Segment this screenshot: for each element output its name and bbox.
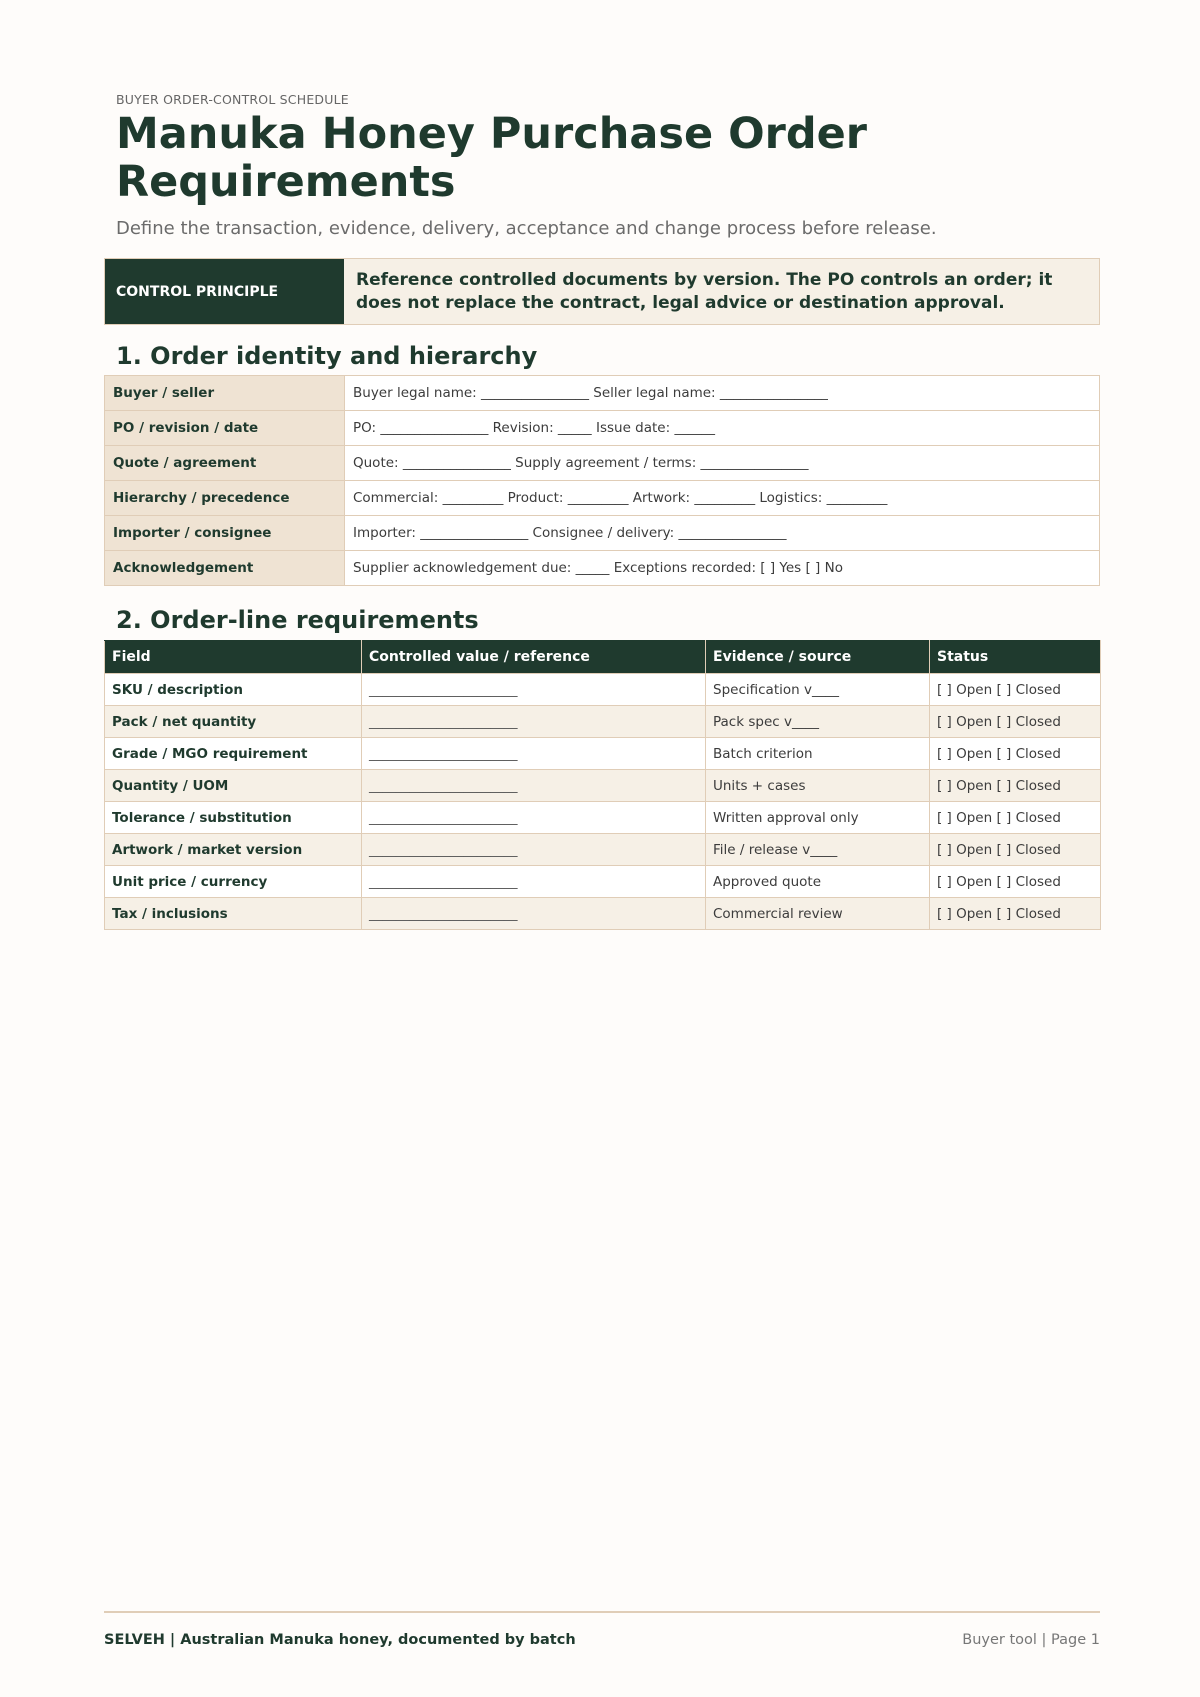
line-evidence: Units + cases <box>706 770 930 802</box>
section-heading-order-lines: 2. Order-line requirements <box>116 606 479 634</box>
line-status-checkboxes[interactable]: [ ] Open [ ] Closed <box>930 738 1101 770</box>
line-evidence: File / release v____ <box>706 834 930 866</box>
line-evidence: Approved quote <box>706 866 930 898</box>
row-label: Buyer / seller <box>105 376 345 411</box>
line-evidence: Batch criterion <box>706 738 930 770</box>
footer-brand: SELVEH | Australian Manuka honey, documented by batch <box>104 1632 576 1648</box>
line-status-checkboxes[interactable]: [ ] Open [ ] Closed <box>930 802 1101 834</box>
table-row <box>105 898 1101 930</box>
table-row <box>105 706 1101 738</box>
line-evidence: Specification v____ <box>706 674 930 706</box>
line-value-field[interactable]: ______________________ <box>362 802 706 834</box>
line-evidence: Written approval only <box>706 802 930 834</box>
row-label: PO / revision / date <box>105 411 345 446</box>
order-line-table <box>104 640 1101 930</box>
table-row <box>105 481 1100 516</box>
line-field-label: Quantity / UOM <box>105 770 362 802</box>
table-row <box>105 551 1100 586</box>
document-eyebrow: BUYER ORDER-CONTROL SCHEDULE <box>116 92 349 107</box>
table-row <box>105 866 1101 898</box>
row-label: Quote / agreement <box>105 446 345 481</box>
control-principle-label: CONTROL PRINCIPLE <box>105 259 344 324</box>
table-row <box>105 738 1101 770</box>
section-heading-order-identity: 1. Order identity and hierarchy <box>116 342 538 370</box>
row-label: Hierarchy / precedence <box>105 481 345 516</box>
table-row <box>105 446 1100 481</box>
line-value-field[interactable]: ______________________ <box>362 866 706 898</box>
line-field-label: Grade / MGO requirement <box>105 738 362 770</box>
row-value-field[interactable]: Commercial: _________ Product: _________ Artwork: _________ Logistics: _________ <box>345 481 1100 516</box>
line-status-checkboxes[interactable]: [ ] Open [ ] Closed <box>930 706 1101 738</box>
line-field-label: SKU / description <box>105 674 362 706</box>
control-principle-text: Reference controlled documents by version. The PO controls an order; it does not replace the contract, legal advice or destination approval. <box>344 259 1099 324</box>
column-header-field: Field <box>105 641 362 674</box>
column-header-status: Status <box>930 641 1101 674</box>
line-field-label: Artwork / market version <box>105 834 362 866</box>
line-value-field[interactable]: ______________________ <box>362 674 706 706</box>
line-field-label: Tax / inclusions <box>105 898 362 930</box>
table-row <box>105 516 1100 551</box>
order-identity-table <box>104 375 1100 586</box>
line-field-label: Pack / net quantity <box>105 706 362 738</box>
table-row <box>105 802 1101 834</box>
table-row <box>105 770 1101 802</box>
table-row <box>105 411 1100 446</box>
row-value-field[interactable]: Importer: ________________ Consignee / delivery: ________________ <box>345 516 1100 551</box>
line-value-field[interactable]: ______________________ <box>362 706 706 738</box>
row-value-field[interactable]: Quote: ________________ Supply agreement / terms: ________________ <box>345 446 1100 481</box>
page-title: Manuka Honey Purchase Order Requirements <box>116 109 868 207</box>
table-row <box>105 674 1101 706</box>
column-header-evidence: Evidence / source <box>706 641 930 674</box>
line-status-checkboxes[interactable]: [ ] Open [ ] Closed <box>930 898 1101 930</box>
line-value-field[interactable]: ______________________ <box>362 898 706 930</box>
line-value-field[interactable]: ______________________ <box>362 738 706 770</box>
line-status-checkboxes[interactable]: [ ] Open [ ] Closed <box>930 770 1101 802</box>
page-subtitle: Define the transaction, evidence, delivery, acceptance and change process before release. <box>116 218 937 239</box>
line-status-checkboxes[interactable]: [ ] Open [ ] Closed <box>930 834 1101 866</box>
control-principle-box <box>104 258 1100 325</box>
row-value-field[interactable]: Supplier acknowledgement due: _____ Exceptions recorded: [ ] Yes [ ] No <box>345 551 1100 586</box>
line-field-label: Unit price / currency <box>105 866 362 898</box>
table-row <box>105 376 1100 411</box>
row-value-field[interactable]: Buyer legal name: ________________ Seller legal name: ________________ <box>345 376 1100 411</box>
row-label: Acknowledgement <box>105 551 345 586</box>
table-row <box>105 834 1101 866</box>
table-header-row <box>105 641 1101 674</box>
line-field-label: Tolerance / substitution <box>105 802 362 834</box>
line-value-field[interactable]: ______________________ <box>362 770 706 802</box>
footer-page-info: Buyer tool | Page 1 <box>962 1632 1100 1648</box>
line-status-checkboxes[interactable]: [ ] Open [ ] Closed <box>930 866 1101 898</box>
line-evidence: Commercial review <box>706 898 930 930</box>
footer-divider <box>104 1611 1100 1613</box>
line-status-checkboxes[interactable]: [ ] Open [ ] Closed <box>930 674 1101 706</box>
row-label: Importer / consignee <box>105 516 345 551</box>
column-header-value: Controlled value / reference <box>362 641 706 674</box>
line-evidence: Pack spec v____ <box>706 706 930 738</box>
row-value-field[interactable]: PO: ________________ Revision: _____ Issue date: ______ <box>345 411 1100 446</box>
line-value-field[interactable]: ______________________ <box>362 834 706 866</box>
